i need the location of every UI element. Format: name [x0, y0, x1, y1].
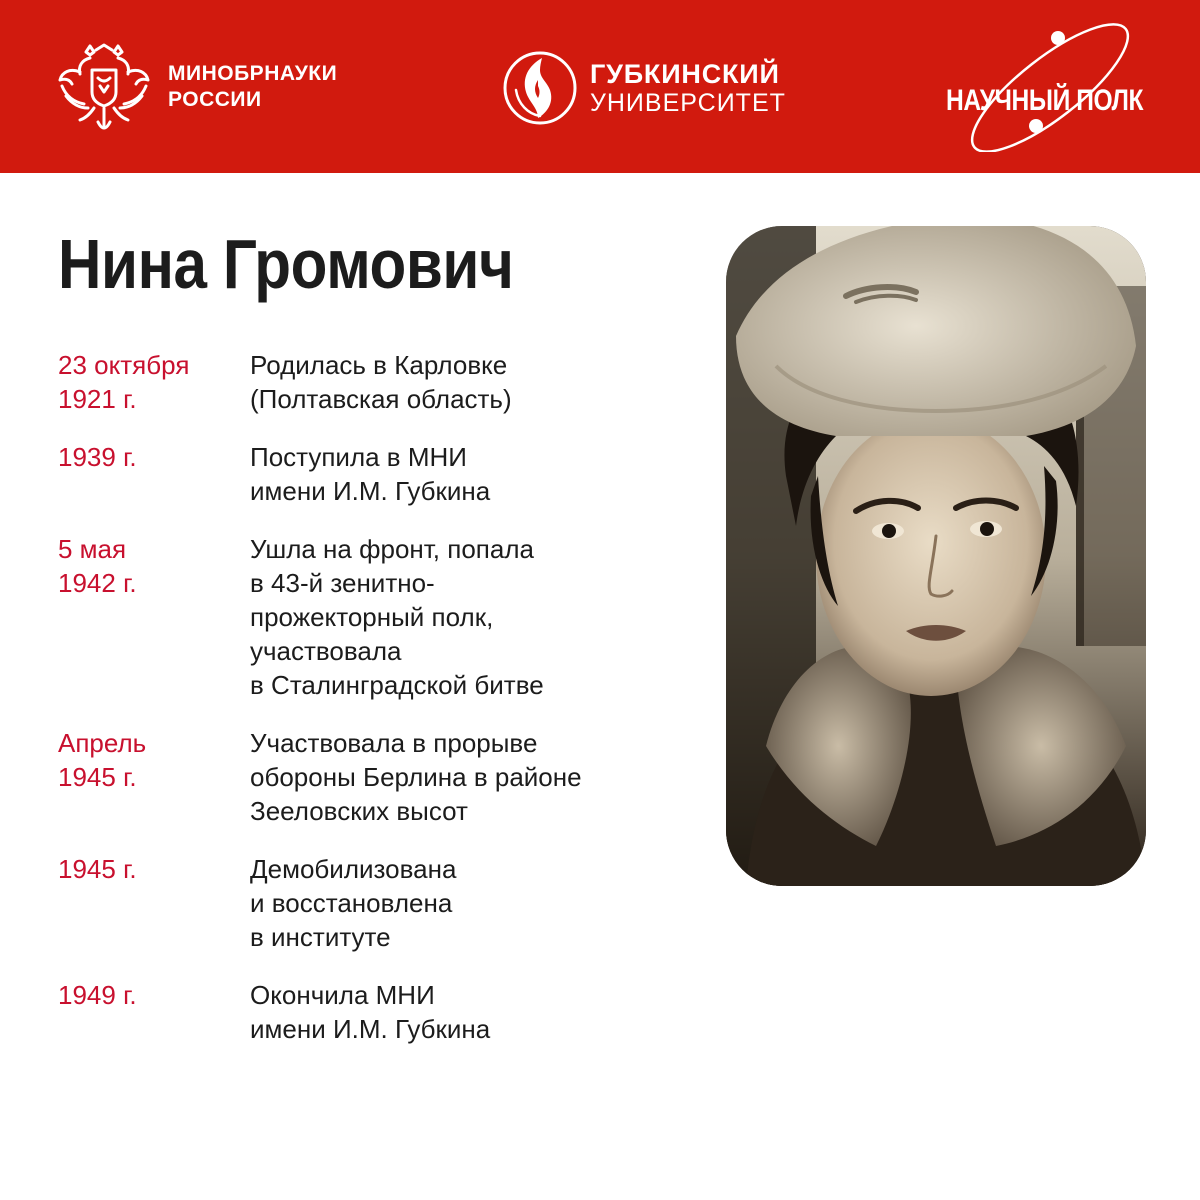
timeline-text-line: участвовала: [250, 636, 402, 666]
timeline-description: [250, 532, 544, 702]
timeline-text-line: в институте: [250, 922, 391, 952]
timeline-date-line: 1939 г.: [58, 442, 137, 472]
timeline-row: [58, 852, 708, 954]
gubkin-flame-icon: [502, 50, 578, 126]
timeline-date: [58, 532, 250, 702]
header-banner: [0, 0, 1200, 173]
timeline-description: [250, 348, 512, 416]
gubkin-university-logo: [502, 50, 786, 126]
university-name-line2: УНИВЕРСИТЕТ: [590, 89, 786, 117]
ministry-name: [168, 61, 337, 113]
timeline-date-line: 1945 г.: [58, 854, 137, 884]
university-name-line1: ГУБКИНСКИЙ: [590, 59, 780, 89]
double-headed-eagle-icon: [56, 42, 152, 132]
timeline-text-line: в Сталинградской битве: [250, 670, 544, 700]
timeline-text-line: Демобилизована: [250, 854, 457, 884]
timeline-text-line: имени И.М. Губкина: [250, 476, 491, 506]
timeline-row: [58, 726, 708, 828]
timeline-date: [58, 978, 250, 1046]
ministry-name-line2: РОССИИ: [168, 88, 262, 111]
timeline-row: [58, 348, 708, 416]
timeline-text-line: Участвовала в прорыве: [250, 728, 538, 758]
timeline-date-line: 1942 г.: [58, 568, 137, 598]
portrait-photo: [726, 226, 1146, 886]
timeline-date-line: 5 мая: [58, 534, 127, 564]
timeline-text-line: Зееловских высот: [250, 796, 468, 826]
timeline-row: [58, 532, 708, 702]
timeline-description: [250, 440, 490, 508]
timeline-text-line: прожекторный полк,: [250, 602, 494, 632]
timeline-row: [58, 440, 708, 508]
ministry-logo: [56, 42, 337, 132]
biography-timeline: [58, 348, 708, 1046]
timeline-text-line: и восстановлена: [250, 888, 453, 918]
timeline-description: [250, 978, 490, 1046]
portrait-illustration: [726, 226, 1146, 886]
scientific-regiment-logo: [940, 22, 1160, 152]
timeline-date-line: Апрель: [58, 728, 147, 758]
timeline-text-line: Окончила МНИ: [250, 980, 435, 1010]
timeline-text-line: Родилась в Карловке: [250, 350, 508, 380]
timeline-text-line: Ушла на фронт, попала: [250, 534, 534, 564]
timeline-text-line: обороны Берлина в районе: [250, 762, 582, 792]
timeline-text-line: имени И.М. Губкина: [250, 1014, 491, 1044]
timeline-date: [58, 852, 250, 954]
timeline-description: [250, 852, 456, 954]
timeline-date-line: 1945 г.: [58, 762, 137, 792]
project-name: НАУЧНЫЙ ПОЛК: [946, 84, 1144, 117]
timeline-date-line: 1949 г.: [58, 980, 137, 1010]
timeline-date-line: 1921 г.: [58, 384, 137, 414]
timeline-date: [58, 348, 250, 416]
page-title: Нина Громович: [58, 225, 514, 303]
timeline-date: [58, 440, 250, 508]
university-name: [590, 59, 786, 117]
timeline-text-line: Поступила в МНИ: [250, 442, 467, 472]
timeline-row: [58, 978, 708, 1046]
timeline-text-line: (Полтавская область): [250, 384, 512, 414]
timeline-text-line: в 43-й зенитно-: [250, 568, 435, 598]
timeline-date-line: 23 октября: [58, 350, 190, 380]
ministry-name-line1: МИНОБРНАУКИ: [168, 62, 338, 85]
timeline-date: [58, 726, 250, 828]
timeline-description: [250, 726, 582, 828]
